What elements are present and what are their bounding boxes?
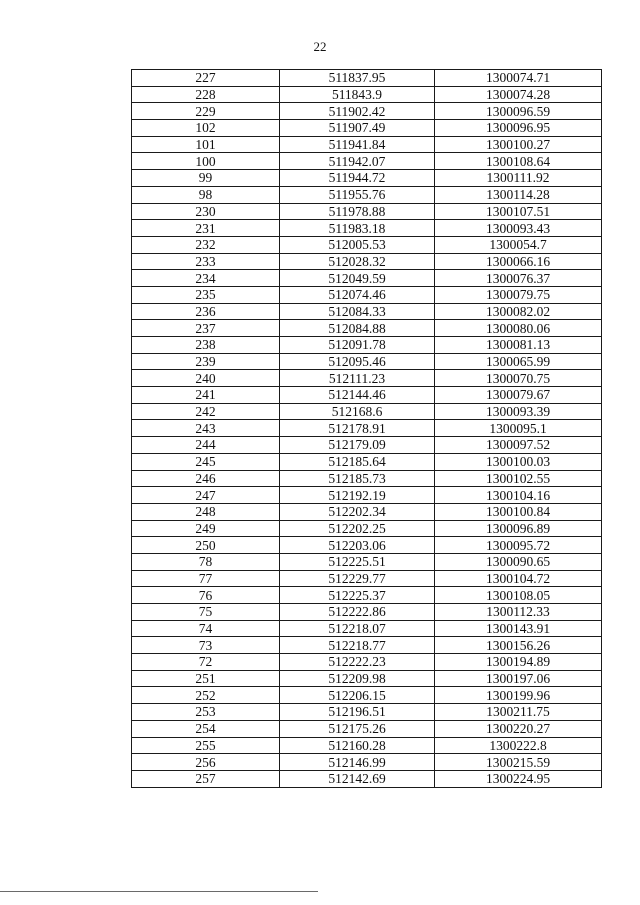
page-number: 22 (313, 39, 327, 54)
x-coordinate-cell: 511944.72 (280, 170, 435, 187)
y-coordinate-cell: 1300076.37 (435, 270, 602, 287)
point-number-cell: 230 (132, 203, 280, 220)
x-coordinate-cell: 512218.77 (280, 637, 435, 654)
x-coordinate-cell: 512084.33 (280, 303, 435, 320)
table-row (132, 253, 602, 270)
table-row (132, 120, 602, 137)
y-coordinate-cell: 1300096.95 (435, 120, 602, 137)
x-coordinate-cell: 512192.19 (280, 487, 435, 504)
x-coordinate-cell: 512074.46 (280, 286, 435, 303)
table-row (132, 520, 602, 537)
x-coordinate-cell: 512168.6 (280, 403, 435, 420)
point-number-cell: 228 (132, 86, 280, 103)
table-row (132, 553, 602, 570)
point-number-cell: 101 (132, 136, 280, 153)
point-number-cell: 249 (132, 520, 280, 537)
x-coordinate-cell: 512203.06 (280, 537, 435, 554)
table-row (132, 537, 602, 554)
x-coordinate-cell: 512225.37 (280, 587, 435, 604)
point-number-cell: 73 (132, 637, 280, 654)
point-number-cell: 245 (132, 453, 280, 470)
table-row (132, 220, 602, 237)
y-coordinate-cell: 1300090.65 (435, 553, 602, 570)
table-row (132, 270, 602, 287)
y-coordinate-cell: 1300080.06 (435, 320, 602, 337)
point-number-cell: 247 (132, 487, 280, 504)
x-coordinate-cell: 512028.32 (280, 253, 435, 270)
table-row (132, 737, 602, 754)
x-coordinate-cell: 512202.25 (280, 520, 435, 537)
x-coordinate-cell: 511983.18 (280, 220, 435, 237)
table-row (132, 320, 602, 337)
point-number-cell: 246 (132, 470, 280, 487)
point-number-cell: 77 (132, 570, 280, 587)
table-row (132, 770, 602, 787)
table-row (132, 186, 602, 203)
point-number-cell: 236 (132, 303, 280, 320)
table-row (132, 720, 602, 737)
x-coordinate-cell: 512222.23 (280, 654, 435, 671)
y-coordinate-cell: 1300082.02 (435, 303, 602, 320)
y-coordinate-cell: 1300104.72 (435, 570, 602, 587)
table-row (132, 503, 602, 520)
y-coordinate-cell: 1300111.92 (435, 170, 602, 187)
point-number-cell: 240 (132, 370, 280, 387)
x-coordinate-cell: 512178.91 (280, 420, 435, 437)
x-coordinate-cell: 512144.46 (280, 387, 435, 404)
y-coordinate-cell: 1300114.28 (435, 186, 602, 203)
y-coordinate-cell: 1300108.05 (435, 587, 602, 604)
coordinates-table-body (132, 70, 602, 788)
table-row (132, 620, 602, 637)
y-coordinate-cell: 1300102.55 (435, 470, 602, 487)
y-coordinate-cell: 1300100.03 (435, 453, 602, 470)
x-coordinate-cell: 512146.99 (280, 754, 435, 771)
x-coordinate-cell: 512160.28 (280, 737, 435, 754)
point-number-cell: 72 (132, 654, 280, 671)
table-row (132, 487, 602, 504)
y-coordinate-cell: 1300112.33 (435, 604, 602, 621)
y-coordinate-cell: 1300104.16 (435, 487, 602, 504)
x-coordinate-cell: 512091.78 (280, 337, 435, 354)
y-coordinate-cell: 1300143.91 (435, 620, 602, 637)
y-coordinate-cell: 1300197.06 (435, 670, 602, 687)
point-number-cell: 253 (132, 704, 280, 721)
x-coordinate-cell: 511955.76 (280, 186, 435, 203)
table-row (132, 654, 602, 671)
point-number-cell: 75 (132, 604, 280, 621)
y-coordinate-cell: 1300079.75 (435, 286, 602, 303)
y-coordinate-cell: 1300066.16 (435, 253, 602, 270)
table-row (132, 70, 602, 87)
x-coordinate-cell: 512229.77 (280, 570, 435, 587)
x-coordinate-cell: 512179.09 (280, 437, 435, 454)
table-row (132, 103, 602, 120)
y-coordinate-cell: 1300093.39 (435, 403, 602, 420)
point-number-cell: 250 (132, 537, 280, 554)
point-number-cell: 231 (132, 220, 280, 237)
y-coordinate-cell: 1300081.13 (435, 337, 602, 354)
y-coordinate-cell: 1300074.28 (435, 86, 602, 103)
y-coordinate-cell: 1300065.99 (435, 353, 602, 370)
table-row (132, 370, 602, 387)
table-row (132, 387, 602, 404)
point-number-cell: 251 (132, 670, 280, 687)
y-coordinate-cell: 1300107.51 (435, 203, 602, 220)
x-coordinate-cell: 512142.69 (280, 770, 435, 787)
x-coordinate-cell: 512196.51 (280, 704, 435, 721)
y-coordinate-cell: 1300096.89 (435, 520, 602, 537)
x-coordinate-cell: 511837.95 (280, 70, 435, 87)
point-number-cell: 227 (132, 70, 280, 87)
x-coordinate-cell: 512049.59 (280, 270, 435, 287)
point-number-cell: 239 (132, 353, 280, 370)
table-row (132, 203, 602, 220)
x-coordinate-cell: 511942.07 (280, 153, 435, 170)
y-coordinate-cell: 1300224.95 (435, 770, 602, 787)
point-number-cell: 237 (132, 320, 280, 337)
point-number-cell: 241 (132, 387, 280, 404)
footer-divider (0, 891, 318, 892)
table-row (132, 236, 602, 253)
point-number-cell: 102 (132, 120, 280, 137)
point-number-cell: 248 (132, 503, 280, 520)
table-row (132, 437, 602, 454)
y-coordinate-cell: 1300222.8 (435, 737, 602, 754)
table-row (132, 687, 602, 704)
y-coordinate-cell: 1300097.52 (435, 437, 602, 454)
point-number-cell: 74 (132, 620, 280, 637)
y-coordinate-cell: 1300211.75 (435, 704, 602, 721)
table-row (132, 587, 602, 604)
point-number-cell: 232 (132, 236, 280, 253)
x-coordinate-cell: 512175.26 (280, 720, 435, 737)
table-row (132, 170, 602, 187)
y-coordinate-cell: 1300156.26 (435, 637, 602, 654)
y-coordinate-cell: 1300215.59 (435, 754, 602, 771)
x-coordinate-cell: 512209.98 (280, 670, 435, 687)
point-number-cell: 242 (132, 403, 280, 420)
y-coordinate-cell: 1300100.84 (435, 503, 602, 520)
table-row (132, 704, 602, 721)
x-coordinate-cell: 512095.46 (280, 353, 435, 370)
table-row (132, 136, 602, 153)
y-coordinate-cell: 1300100.27 (435, 136, 602, 153)
x-coordinate-cell: 511907.49 (280, 120, 435, 137)
table-row (132, 353, 602, 370)
table-row (132, 670, 602, 687)
x-coordinate-cell: 512084.88 (280, 320, 435, 337)
x-coordinate-cell: 511978.88 (280, 203, 435, 220)
y-coordinate-cell: 1300095.72 (435, 537, 602, 554)
x-coordinate-cell: 512218.07 (280, 620, 435, 637)
y-coordinate-cell: 1300054.7 (435, 236, 602, 253)
x-coordinate-cell: 512202.34 (280, 503, 435, 520)
x-coordinate-cell: 512222.86 (280, 604, 435, 621)
x-coordinate-cell: 511843.9 (280, 86, 435, 103)
table-row (132, 453, 602, 470)
point-number-cell: 235 (132, 286, 280, 303)
point-number-cell: 243 (132, 420, 280, 437)
y-coordinate-cell: 1300096.59 (435, 103, 602, 120)
point-number-cell: 233 (132, 253, 280, 270)
x-coordinate-cell: 512185.73 (280, 470, 435, 487)
table-row (132, 286, 602, 303)
y-coordinate-cell: 1300070.75 (435, 370, 602, 387)
point-number-cell: 238 (132, 337, 280, 354)
x-coordinate-cell: 511941.84 (280, 136, 435, 153)
point-number-cell: 229 (132, 103, 280, 120)
table-row (132, 637, 602, 654)
point-number-cell: 100 (132, 153, 280, 170)
point-number-cell: 98 (132, 186, 280, 203)
point-number-cell: 256 (132, 754, 280, 771)
point-number-cell: 234 (132, 270, 280, 287)
y-coordinate-cell: 1300093.43 (435, 220, 602, 237)
x-coordinate-cell: 511902.42 (280, 103, 435, 120)
table-row (132, 470, 602, 487)
y-coordinate-cell: 1300199.96 (435, 687, 602, 704)
x-coordinate-cell: 512225.51 (280, 553, 435, 570)
y-coordinate-cell: 1300108.64 (435, 153, 602, 170)
table-row (132, 86, 602, 103)
table-row (132, 754, 602, 771)
table-row (132, 403, 602, 420)
y-coordinate-cell: 1300074.71 (435, 70, 602, 87)
y-coordinate-cell: 1300095.1 (435, 420, 602, 437)
point-number-cell: 78 (132, 553, 280, 570)
table-row (132, 153, 602, 170)
x-coordinate-cell: 512185.64 (280, 453, 435, 470)
coordinates-table (131, 69, 602, 788)
table-row (132, 570, 602, 587)
x-coordinate-cell: 512005.53 (280, 236, 435, 253)
y-coordinate-cell: 1300194.89 (435, 654, 602, 671)
point-number-cell: 244 (132, 437, 280, 454)
table-row (132, 337, 602, 354)
y-coordinate-cell: 1300220.27 (435, 720, 602, 737)
table-row (132, 420, 602, 437)
point-number-cell: 257 (132, 770, 280, 787)
point-number-cell: 252 (132, 687, 280, 704)
point-number-cell: 99 (132, 170, 280, 187)
y-coordinate-cell: 1300079.67 (435, 387, 602, 404)
point-number-cell: 254 (132, 720, 280, 737)
point-number-cell: 255 (132, 737, 280, 754)
x-coordinate-cell: 512111.23 (280, 370, 435, 387)
table-row (132, 303, 602, 320)
table-row (132, 604, 602, 621)
point-number-cell: 76 (132, 587, 280, 604)
x-coordinate-cell: 512206.15 (280, 687, 435, 704)
